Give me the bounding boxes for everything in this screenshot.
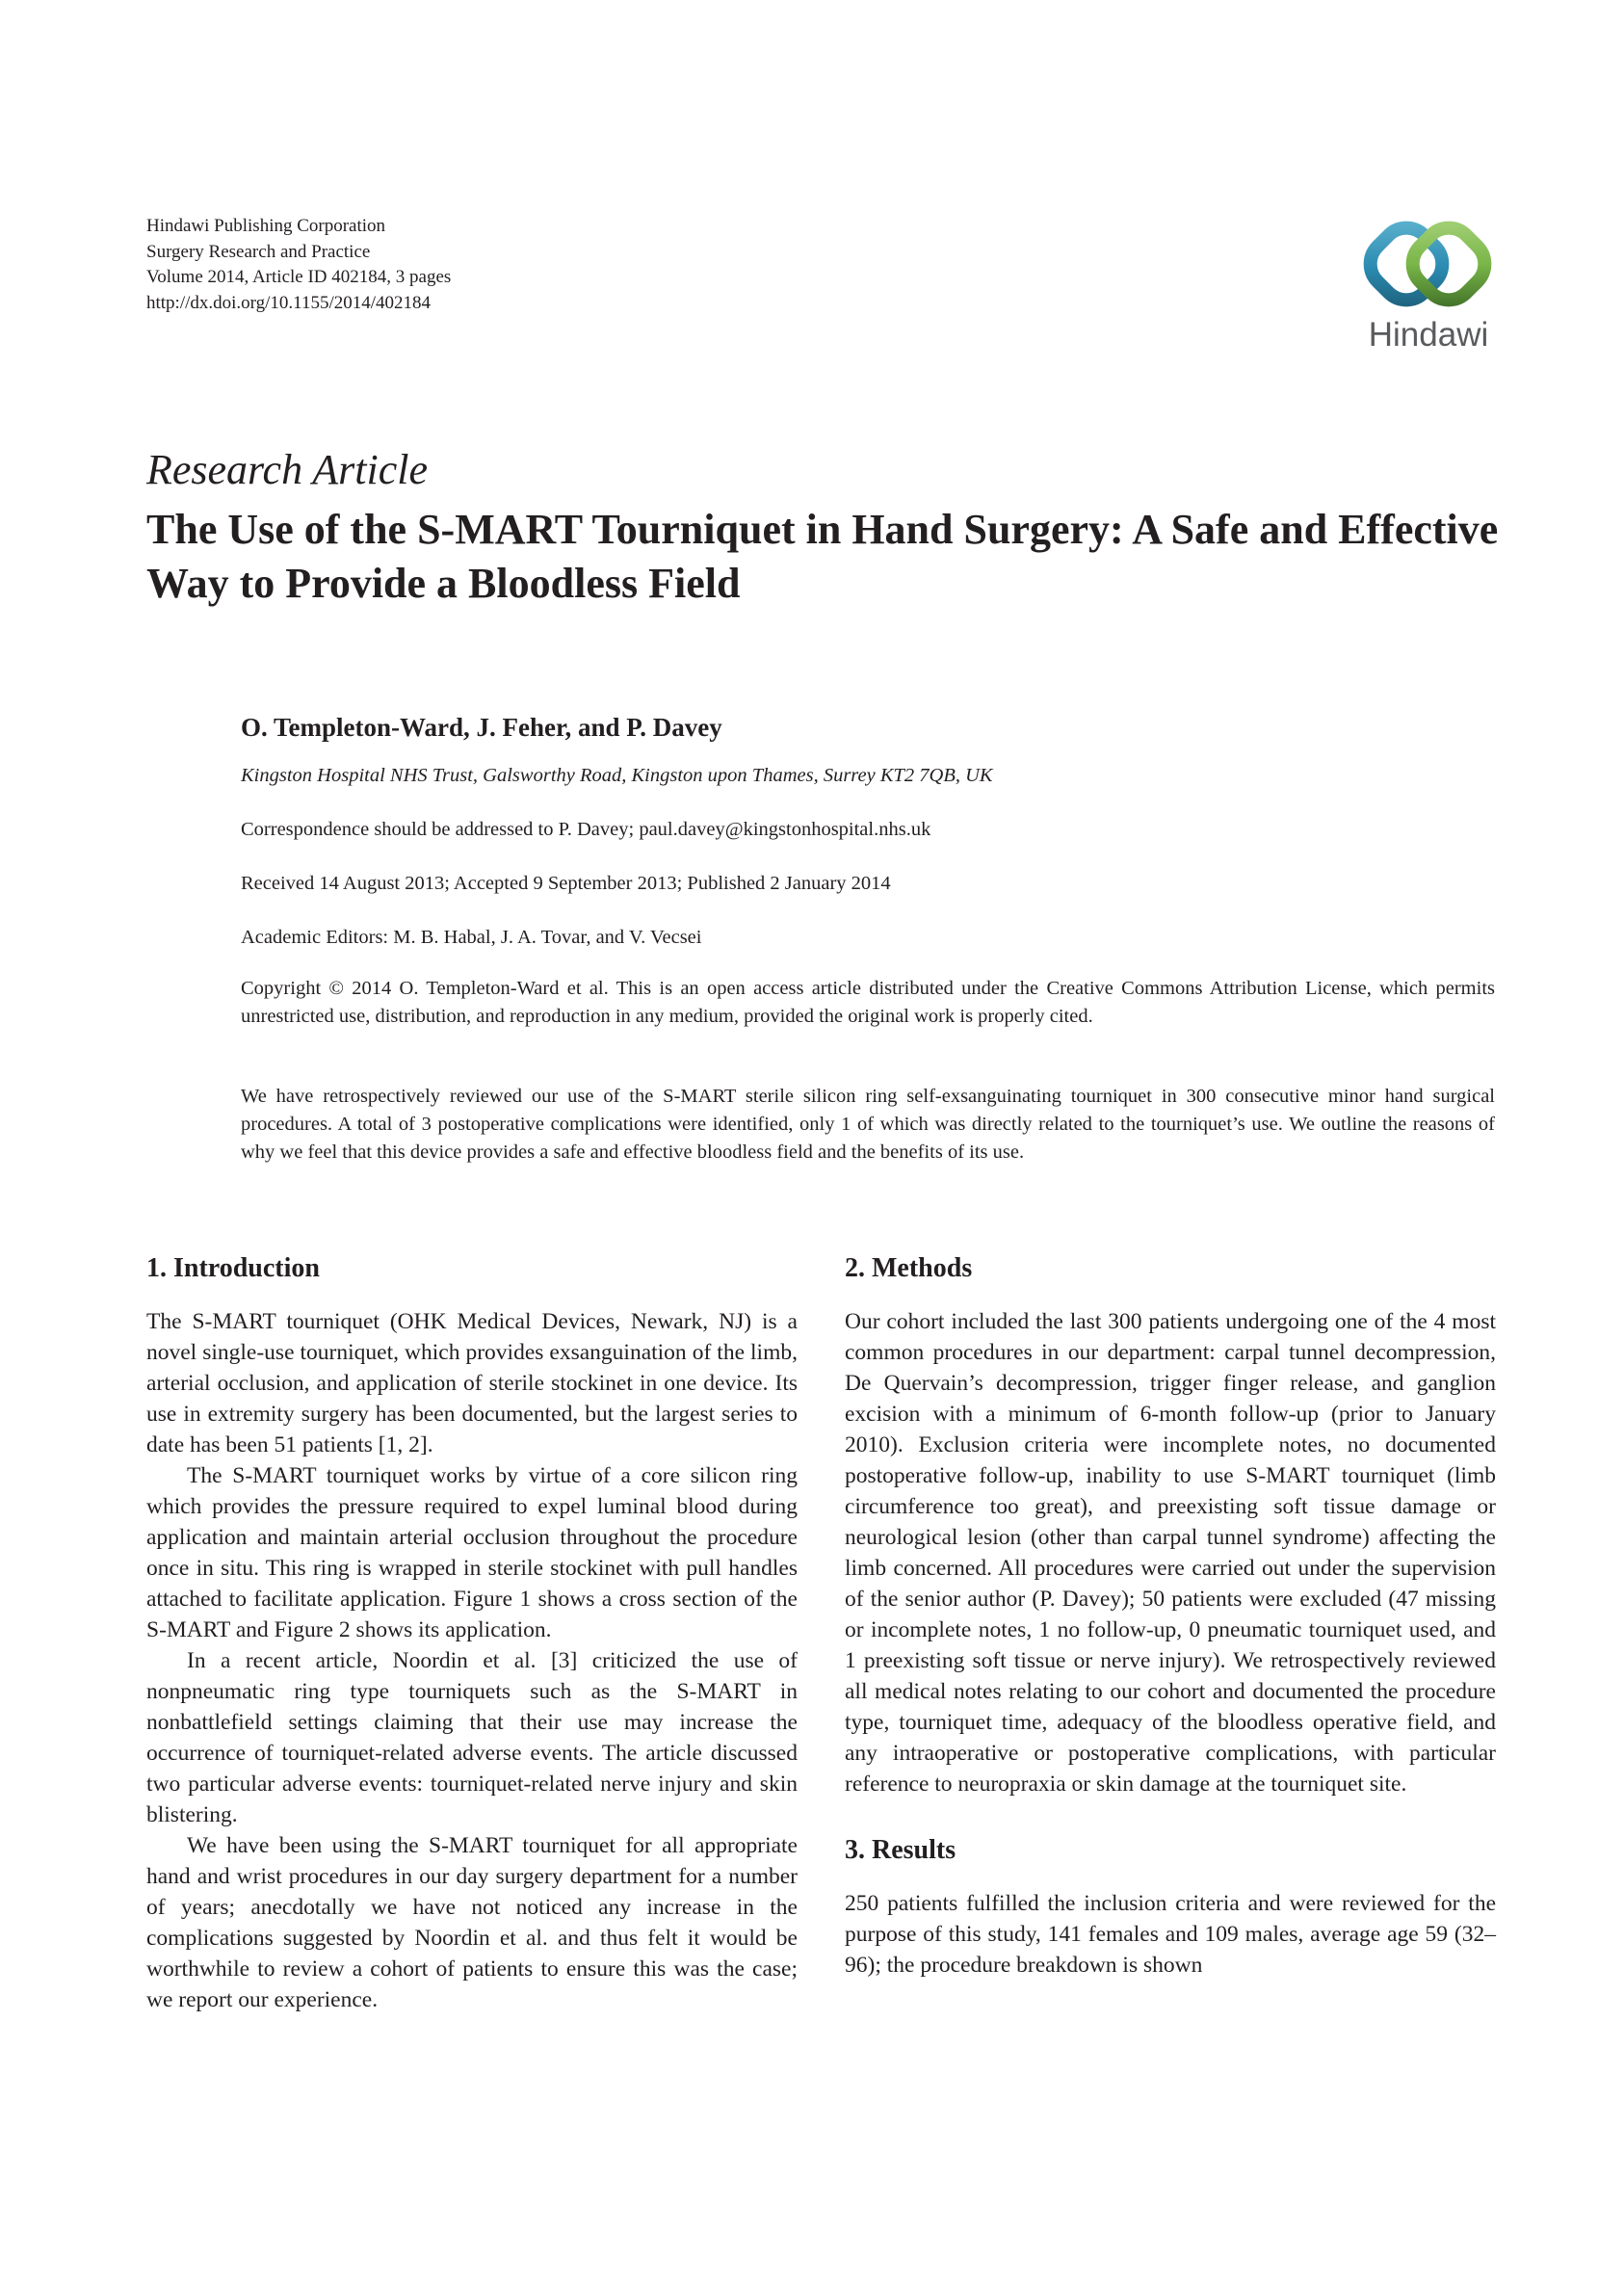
abstract: We have retrospectively reviewed our use of the S-MART sterile silicon ring self-exsanguinating tourniquet in 300 consecutive minor hand surgical procedures. A total of 3 postoperative complications were identified, only 1 of which was directly related to the tourniquet’s use. We outline the reasons of why we feel that this device provides a safe and effective bloodless field and the benefits of its use.	[241, 1086, 1495, 1163]
paragraph: We have been using the S-MART tourniquet for all appropriate hand and wrist procedures in our day surgery department for a number of years; anecdotally we have not noticed any increase in the complications suggested by Noordin et al. and thus felt it would be worthwhile to review a cohort of patients to ensure this was the case; we report our experience.	[146, 1833, 798, 2012]
journal-masthead	[146, 214, 451, 316]
section-heading-introduction: 1. Introduction	[146, 1253, 320, 1283]
paragraph: In a recent article, Noordin et al. [3] criticized the use of nonpneumatic ring type tourniquets such as the S-MART in nonbattlefield settings claiming that their use may increase the occurrence of tourniquet-related adverse events. The article discussed two particular adverse events: tourniquet-related nerve injury and skin blistering.	[146, 1648, 798, 1827]
paragraph: Our cohort included the last 300 patients undergoing one of the 4 most common procedures in our department: carpal tunnel decompression, De Quervain’s decompression, trigger finger release, and ganglion excision with a minimum of 6-month follow-up (prior to January 2010). Exclusion criteria were incomplete notes, no documented postoperative follow-up, inability to use S-MART tourniquet (limb circumference too great), and preexisting soft tissue damage or neurological lesion (other than carpal tunnel syndrome) affecting the limb concerned. All procedures were carried out under the supervision of the senior author (P. Davey); 50 patients were excluded (47 missing or incomplete notes, 1 no follow-up, 0 pneumatic tourniquet used, and 1 preexisting soft tissue or nerve injury). We retrospectively reviewed all medical notes relating to our cohort and documented the procedure type, tourniquet time, adequacy of the bloodless operative field, and any intraoperative or postoperative complications, with particular reference to neuropraxia or skin damage at the tourniquet site.	[845, 1309, 1496, 1797]
correspondence-line: Correspondence should be addressed to P. Davey; paul.davey@kingstonhospital.nhs.uk	[241, 819, 931, 840]
journal-name: Surgery Research and Practice	[146, 241, 371, 262]
article-title: The Use of the S-MART Tourniquet in Hand Surgery: A Safe and Effective Way to Provide a Bloodless Field	[146, 506, 1499, 607]
section-heading-methods: 2. Methods	[845, 1253, 973, 1283]
volume-info: Volume 2014, Article ID 402184, 3 pages	[146, 267, 452, 287]
author-affiliation: Kingston Hospital NHS Trust, Galsworthy Road, Kingston upon Thames, Surrey KT2 7QB, UK	[241, 765, 993, 786]
paragraph: The S-MART tourniquet (OHK Medical Devices, Newark, NJ) is a novel single-use tourniquet, which provides exsanguination of the limb, arterial occlusion, and application of sterile stockinet in one device. Its use in extremity surgery has been documented, but the largest series to date has been 51 patients [1, 2].	[146, 1309, 798, 1457]
left-column	[146, 1252, 798, 2015]
copyright-notice: Copyright © 2014 O. Templeton-Ward et al. This is an open access article distributed under the Creative Commons Attribution License, which permits unrestricted use, distribution, and reproduction in any medium, provided the original work is properly cited.	[241, 978, 1495, 1027]
academic-editors: Academic Editors: M. B. Habal, J. A. Tovar, and V. Vecsei	[241, 927, 702, 948]
publisher-name: Hindawi Publishing Corporation	[146, 216, 386, 236]
paragraph: 250 patients fulfilled the inclusion criteria and were reviewed for the purpose of this study, 141 females and 109 males, average age 59 (32–96); the procedure breakdown is shown	[845, 1891, 1496, 1978]
author-list: O. Templeton-Ward, J. Feher, and P. Davey	[241, 713, 722, 742]
hindawi-wordmark: Hindawi	[1368, 316, 1489, 354]
section-heading-results: 3. Results	[845, 1835, 956, 1865]
right-column	[845, 1252, 1496, 1981]
paragraph: The S-MART tourniquet works by virtue of a core silicon ring which provides the pressure required to expel luminal blood during application and maintain arterial occlusion throughout the procedure once in situ. This ring is wrapped in sterile stockinet with pull handles attached to facilitate application. Figure 1 shows a cross section of the S-MART and Figure 2 shows its application.	[146, 1463, 798, 1642]
article-type-label: Research Article	[146, 446, 429, 493]
doi-link[interactable]: http://dx.doi.org/10.1155/2014/402184	[146, 292, 432, 313]
publication-dates: Received 14 August 2013; Accepted 9 September 2013; Published 2 January 2014	[241, 873, 891, 894]
